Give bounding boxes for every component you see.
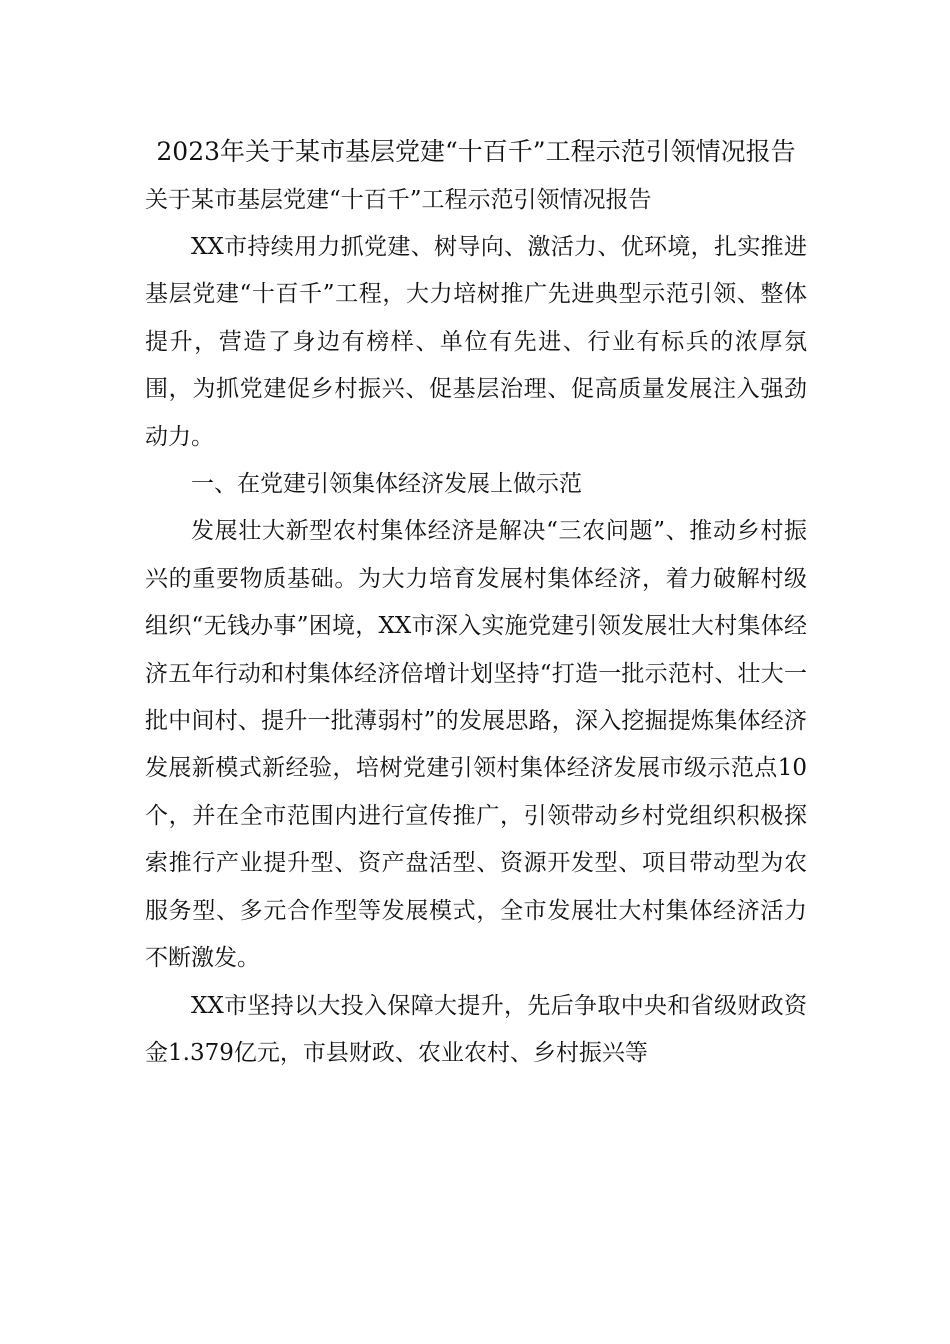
section-1-paragraph-1: 发展壮大新型农村集体经济是解决“三农问题”、推动乡村振兴的重要物质基础。为大力培育发展村集体经济，着力破解村级组织“无钱办事”困境，XX市深入实施党建引领发展壮大村集体经济五年行动和村集体经济倍增计划坚持“打造一批示范村、壮大一批中间村、提升一批薄弱村”的发展思路，深入挖掘提炼集体经济发展新模式新经验，培树党建引领村集体经济发展市级示范点10个，并在全市范围内进行宣传推广，引领带动乡村党组织积极探索推行产业提升型、资产盘活型、资源开发型、项目带动型为农服务型、多元合作型等发展模式，全市发展壮大村集体经济活力不断激发。: [145, 518, 807, 972]
document-title: 2023年关于某市基层党建“十百千”工程示范引领情况报告: [156, 137, 796, 166]
section-1-paragraph-2: XX市坚持以大投入保障大提升，先后争取中央和省级财政资金1.379亿元，市县财政、农业农村、乡村振兴等: [145, 992, 807, 1066]
document-body: [145, 128, 807, 1077]
section-1-heading: 一、在党建引领集体经济发展上做示范: [191, 471, 582, 498]
intro-paragraph: XX市持续用力抓党建、树导向、激活力、优环境，扎实推进基层党建“十百千”工程，大力培树推广先进典型示范引领、整体提升，营造了身边有榜样、单位有先进、行业有标兵的浓厚氛围，为抓党建促乡村振兴、促基层治理、促高质量发展注入强劲动力。: [145, 234, 807, 450]
document-subtitle: 关于某市基层党建“十百千”工程示范引领情况报告: [145, 187, 652, 213]
